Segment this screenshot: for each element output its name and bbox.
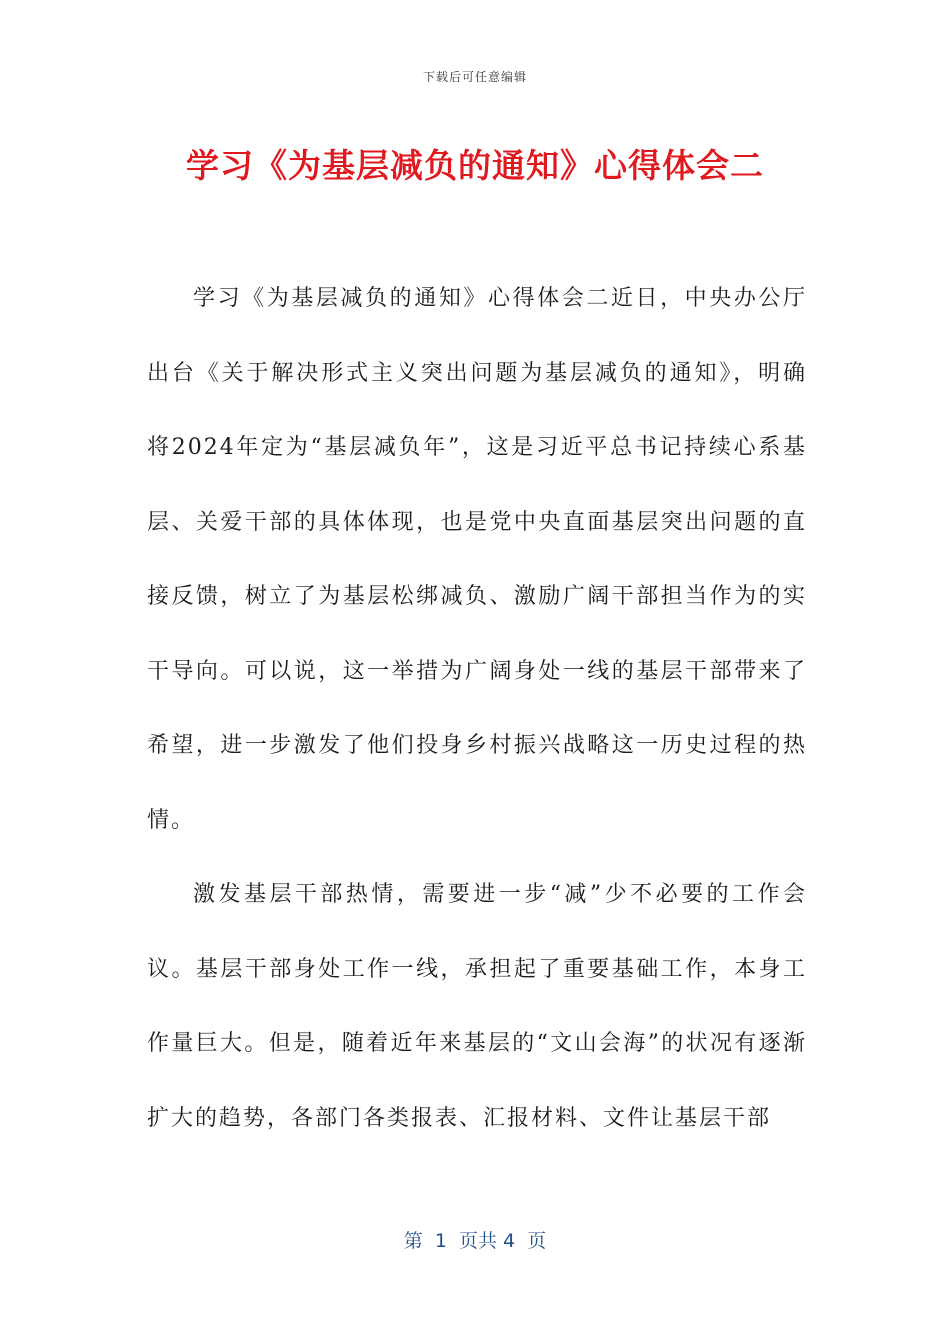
paragraph-2: 激发基层干部热情，需要进一步“减”少不必要的工作会议。基层干部身处工作一线，承担起了重要基础工作，本身工作量巨大。但是，随着近年来基层的“文山会海”的状况有逐渐扩大的趋势，各部门各类报表、汇报材料、文件让基层干部: [147, 882, 807, 1131]
page-indicator: 第 1 页共 4 页: [403, 1230, 547, 1252]
document-title: 学习《为基层减负的通知》心得体会二: [186, 146, 764, 185]
document-body: [147, 262, 807, 1156]
header-note: 下载后可任意编辑: [422, 70, 527, 84]
paragraph-1: 学习《为基层减负的通知》心得体会二近日，中央办公厅出台《关于解决形式主义突出问题为基层减负的通知》，明确将2024年定为“基层减负年”，这是习近平总书记持续心系基层、关爱干部的具体体现，也是党中央直面基层突出问题的直接反馈，树立了为基层松绑减负、激励广阔干部担当作为的实干导向。可以说，这一举措为广阔身处一线的基层干部带来了希望，进一步激发了他们投身乡村振兴战略这一历史过程的热情。: [147, 286, 807, 833]
